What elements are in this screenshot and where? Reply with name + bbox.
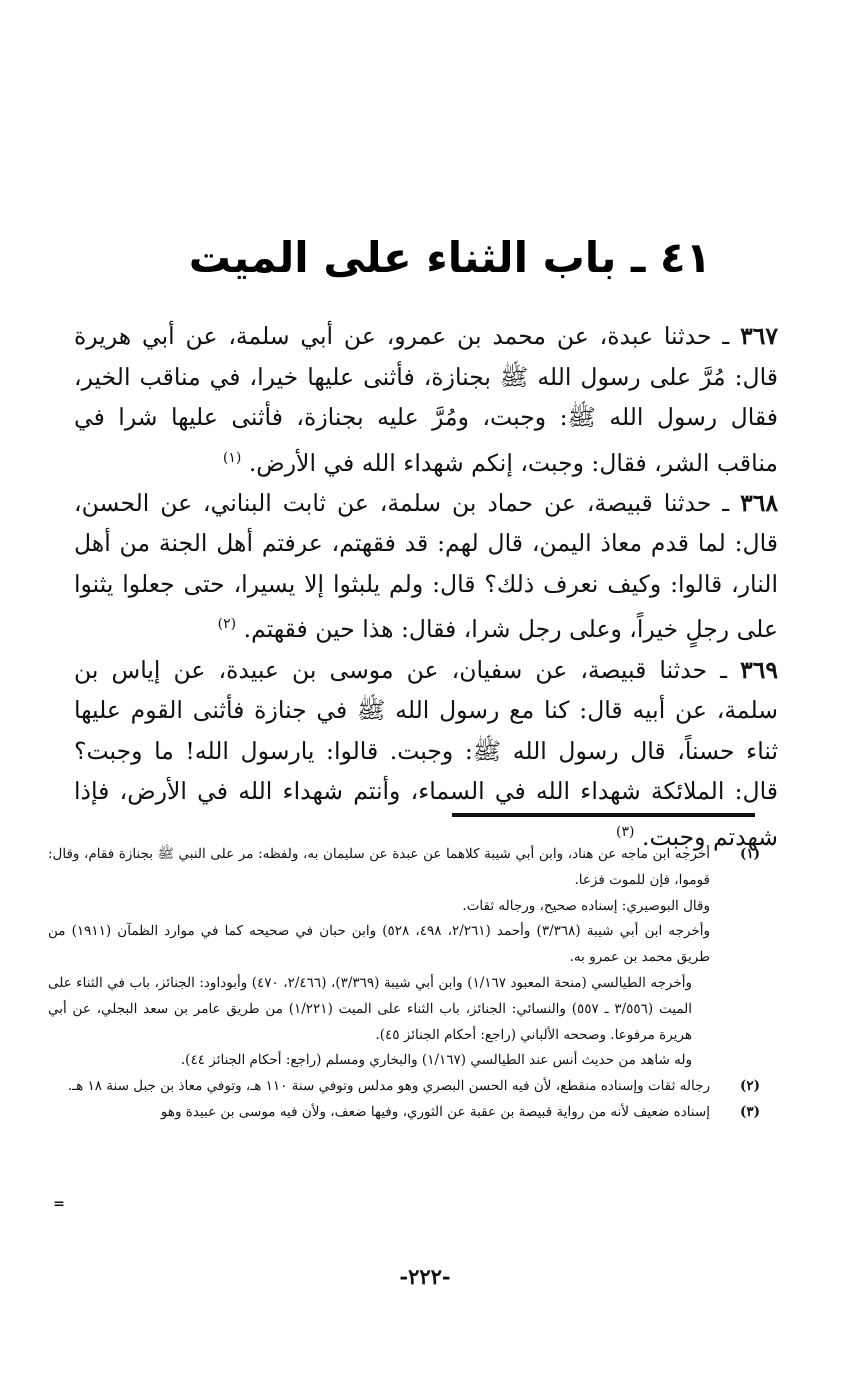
- footnote-reference: (٢): [217, 616, 237, 633]
- footnote-paragraph: أخرجه ابن ماجه عن هناد، وابن أبي شيبة كلاهما عن عبدة عن سليمان به، ولفظه: مر على النبي ﷺ بجنازة فقام، وقال: قوموا، فإن للموت فزعا.: [48, 846, 710, 888]
- chapter-title: ٤١ ـ باب الثناء على الميت: [188, 233, 712, 282]
- footnote-marker: (١): [739, 846, 760, 862]
- hadith-text: ـ حدثنا قبيصة، عن سفيان، عن موسى بن عبيدة، عن إياس بن سلمة، عن أبيه قال: كنا مع رسول الله ﷺ في جنازة فأثنى القوم عليها ثناء حسناً، قال رسول الله ﷺ: وجبت. قالوا: يارسول الله! ما وجبت؟ قال: الملائكة شهداء الله في السماء، وأنتم شهداء الله في الأرض، فإذا شهدتم وجبت.: [74, 655, 778, 851]
- footnote-paragraph: وأخرجه الطيالسي (منحة المعبود ١/١٦٧) وابن أبي شيبة (٣/٣٦٩)، (٢/٤٦٦، ٤٧٠) وأبوداود: الجنائز، باب في الثناء على الميت (٣/٥٥٦ ـ ٥٥٧) والنسائي: الجنائز، باب الثناء على الميت (١/٢٢١) من طريق عامر بن سعد البجلي، عن أبي هريرة مرفوعا. وصححه الألباني (راجع: أحكام الجنائز ٤٥).: [48, 974, 692, 1043]
- footnote-paragraph: وله شاهد من حديث أنس عند الطيالسي (١/١٦٧) والبخاري ومسلم (راجع: أحكام الجنائز ٤٤).: [180, 1052, 692, 1069]
- footnote-paragraph: رجاله ثقات وإسناده منقطع، لأن فيه الحسن البصري وهو مدلس وتوفي سنة ١١٠ هـ، وتوفي معاذ بن جبل سنة ١٨ هـ.: [67, 1078, 710, 1095]
- footnote-reference: (٣): [616, 823, 635, 840]
- hadith-paragraph: [74, 316, 778, 483]
- continuation-mark: =: [53, 1196, 65, 1212]
- footnote-separator: [452, 813, 755, 817]
- footnote-paragraph: إسناده ضعيف لأنه من رواية قبيصة بن عقبة عن الثوري، وفيها ضعف، ولأن فيه موسى بن عبيدة وهو: [160, 1103, 710, 1120]
- footnote-body: [48, 1100, 710, 1126]
- hadith-number: ٣٦٨: [740, 488, 778, 517]
- footnote-marker: (٢): [739, 1078, 760, 1095]
- page-number: -٢٢٢-: [399, 1264, 451, 1289]
- hadith-paragraph: [74, 650, 778, 857]
- footnote: [48, 1074, 760, 1100]
- hadith-number: ٣٦٩: [740, 655, 778, 684]
- footnote-paragraph: وقال البوصيري: إسناده صحيح، ورجاله ثقات.: [462, 897, 710, 914]
- footnotes: [48, 842, 760, 1126]
- footnote-body: [48, 842, 710, 1074]
- hadith-text: ـ حدثنا عبدة، عن محمد بن عمرو، عن أبي سلمة، عن أبي هريرة قال: مُرَّ على رسول الله ﷺ بجنازة، فأثنى عليها خيرا، في مناقب الخير، فقال رسول الله ﷺ: وجبت، ومُرَّ عليه بجنازة، فأثنى عليها شرا في مناقب الشر، فقال: وجبت، إنكم شهداء الله في الأرض.: [74, 322, 778, 477]
- footnote-body: [48, 1074, 710, 1100]
- footnote: [48, 842, 760, 1074]
- footnote-reference: (١): [222, 449, 242, 466]
- hadith-section: [74, 316, 778, 857]
- hadith-text: ـ حدثنا قبيصة، عن حماد بن سلمة، عن ثابت البناني، عن الحسن، قال: لما قدم معاذ اليمن، قال لهم: قد فقهتم، عرفتم أهل الجنة من أهل النار، قالوا: وكيف نعرف ذلك؟ قال: ولم يلبثوا إلا يسيرا، حتى جعلوا يثنوا على رجلٍ خيراً، وعلى رجل شرا، فقال: هذا حين فقهتم.: [74, 488, 778, 644]
- hadith-number: ٣٦٧: [740, 322, 778, 350]
- footnote-paragraph: وأخرجه ابن أبي شيبة (٣/٣٦٨) وأحمد (٢/٢٦١، ٤٩٨، ٥٢٨) وابن حبان في صحيحه كما في موارد الظمآن (١٩١١) من طريق محمد بن عمرو به.: [48, 923, 711, 966]
- footnote-marker: (٣): [739, 1103, 760, 1120]
- footnote: [48, 1100, 760, 1126]
- hadith-paragraph: [74, 483, 778, 650]
